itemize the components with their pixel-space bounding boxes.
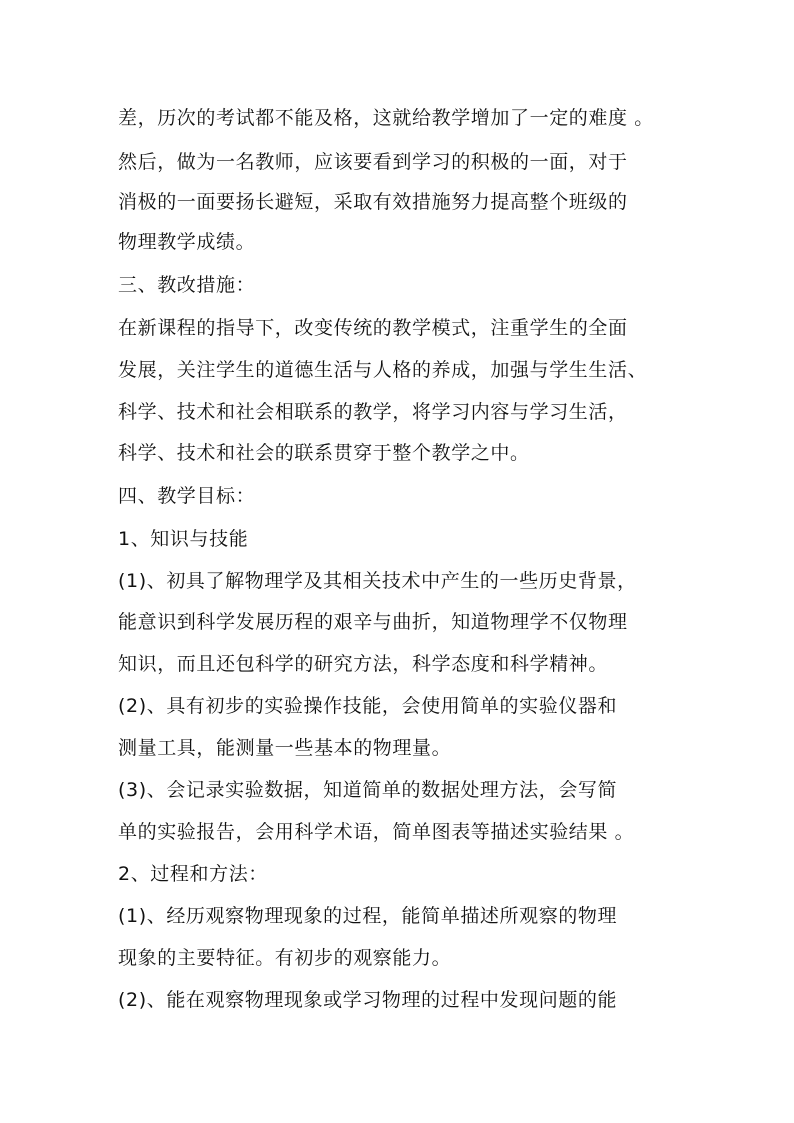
text-line: 知识，而且还包科学的研究方法，科学态度和科学精神。 bbox=[118, 653, 609, 675]
section-heading: 三、教改措施： bbox=[118, 274, 256, 296]
text-line: 测量工具，能测量一些基本的物理量。 bbox=[118, 737, 452, 759]
text-line: 发展，关注学生的道德生活与人格的养成，加强与学生生活、 bbox=[118, 359, 648, 381]
text-line: 能意识到科学发展历程的艰辛与曲折，知道物理学不仅物理 bbox=[118, 611, 628, 633]
text-line: (1)、初具了解物理学及其相关技术中产生的一些历史背景， bbox=[118, 570, 637, 592]
text-line: 然后，做为一名教师，应该要看到学习的积极的一面，对于 bbox=[118, 151, 628, 173]
subsection-heading: 2、过程和方法： bbox=[118, 863, 268, 885]
text-line: 单的实验报告，会用科学术语，简单图表等描述实验结果 。 bbox=[118, 821, 635, 843]
text-line: 科学、技术和社会相联系的教学，将学习内容与学习生活， bbox=[118, 401, 628, 423]
text-line: (2)、能在观察物理现象或学习物理的过程中发现问题的能 bbox=[118, 989, 618, 1011]
subsection-heading: 1、知识与技能 bbox=[118, 528, 249, 550]
text-line: 消极的一面要扬长避短，采取有效措施努力提高整个班级的 bbox=[118, 191, 628, 213]
text-line: 在新课程的指导下，改变传统的教学模式，注重学生的全面 bbox=[118, 317, 628, 339]
section-heading: 四、教学目标： bbox=[118, 485, 256, 507]
text-line: (2)、具有初步的实验操作技能，会使用简单的实验仪器和 bbox=[118, 695, 618, 717]
text-line: (1)、经历观察物理现象的过程，能简单描述所观察的物理 bbox=[118, 905, 618, 927]
text-line: 现象的主要特征。有初步的观察能力。 bbox=[118, 947, 452, 969]
text-line: (3)、会记录实验数据，知道简单的数据处理方法，会写简 bbox=[118, 779, 618, 801]
text-line: 科学、技术和社会的联系贯穿于整个教学之中。 bbox=[118, 442, 530, 464]
text-line: 物理教学成绩。 bbox=[118, 231, 256, 253]
text-line: 差，历次的考试都不能及格，这就给教学增加了一定的难度 。 bbox=[118, 107, 654, 129]
